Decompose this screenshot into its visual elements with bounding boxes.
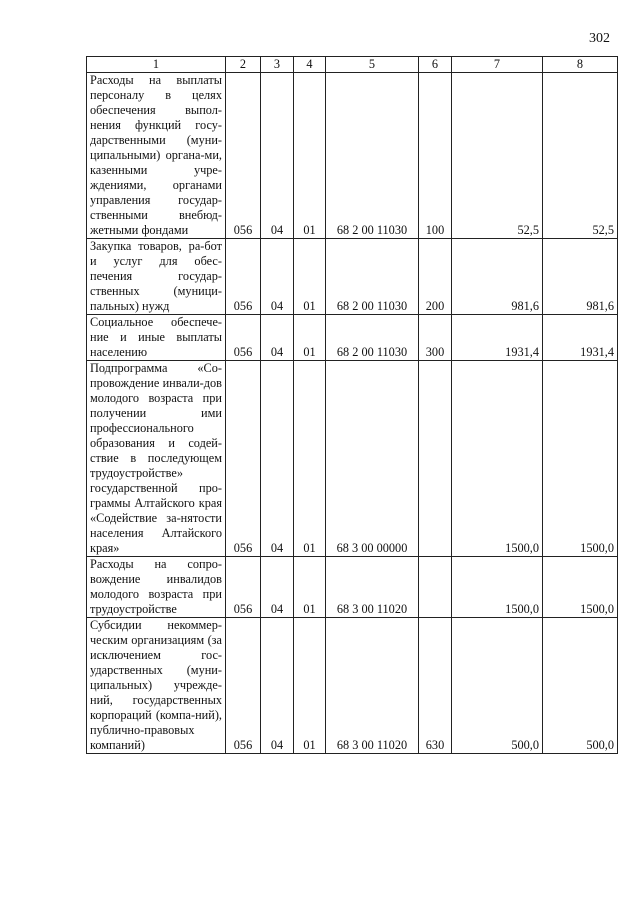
- amount-total-cell: 1931,4: [543, 315, 618, 361]
- subsection-cell: 01: [294, 361, 326, 557]
- section-cell: 04: [261, 618, 294, 754]
- code-cell: 056: [226, 315, 261, 361]
- amount-cell: 500,0: [452, 618, 543, 754]
- expense-name-cell: Расходы на сопро-вождение инвалидов молодого возраста при трудоустройстве: [87, 557, 226, 618]
- expense-type-cell: 630: [419, 618, 452, 754]
- target-article-cell: 68 3 00 11020: [326, 557, 419, 618]
- header-cell: 7: [452, 57, 543, 73]
- table-header-row: [87, 57, 618, 73]
- table-row: [87, 557, 618, 618]
- header-cell: 5: [326, 57, 419, 73]
- section-cell: 04: [261, 361, 294, 557]
- amount-cell: 1500,0: [452, 361, 543, 557]
- table-row: [87, 618, 618, 754]
- subsection-cell: 01: [294, 315, 326, 361]
- header-cell: 2: [226, 57, 261, 73]
- table-row: [87, 361, 618, 557]
- header-cell: 1: [87, 57, 226, 73]
- header-cell: 3: [261, 57, 294, 73]
- code-cell: 056: [226, 361, 261, 557]
- target-article-cell: 68 3 00 00000: [326, 361, 419, 557]
- expense-type-cell: 100: [419, 73, 452, 239]
- section-cell: 04: [261, 239, 294, 315]
- expense-name-cell: Закупка товаров, ра-бот и услуг для обес-печения государ-ственных (муници-пальных) нужд: [87, 239, 226, 315]
- amount-total-cell: 500,0: [543, 618, 618, 754]
- target-article-cell: 68 3 00 11020: [326, 618, 419, 754]
- target-article-cell: 68 2 00 11030: [326, 315, 419, 361]
- amount-total-cell: 981,6: [543, 239, 618, 315]
- expense-name-cell: Подпрограмма «Со-провождение инвали-дов молодого возраста при получении ими профессионального образования и содей-ствие в последующем трудоустройстве» государственной про-граммы Алтайского края «Содействие за-нятости населения Алтайского края»: [87, 361, 226, 557]
- amount-total-cell: 1500,0: [543, 361, 618, 557]
- table-row: [87, 315, 618, 361]
- amount-total-cell: 52,5: [543, 73, 618, 239]
- amount-cell: 981,6: [452, 239, 543, 315]
- expense-name-cell: Расходы на выплаты персоналу в целях обеспечения выпол-нения функций госу-дарственными (муни-ципальными) органа-ми, казенными учре-ждениями, органами управления государ-ственными внебюд-жетными фондами: [87, 73, 226, 239]
- code-cell: 056: [226, 557, 261, 618]
- expense-type-cell: 200: [419, 239, 452, 315]
- table-row: [87, 239, 618, 315]
- code-cell: 056: [226, 73, 261, 239]
- amount-cell: 1931,4: [452, 315, 543, 361]
- subsection-cell: 01: [294, 239, 326, 315]
- subsection-cell: 01: [294, 73, 326, 239]
- subsection-cell: 01: [294, 618, 326, 754]
- expense-type-cell: 300: [419, 315, 452, 361]
- code-cell: 056: [226, 618, 261, 754]
- expense-type-cell: [419, 557, 452, 618]
- expense-name-cell: Субсидии некоммер-ческим организациям (за исключением гос-ударственных (муни-ципальных) учрежде-ний, государственных корпораций (компа-ний), публично-правовых компаний): [87, 618, 226, 754]
- section-cell: 04: [261, 557, 294, 618]
- amount-cell: 1500,0: [452, 557, 543, 618]
- header-cell: 6: [419, 57, 452, 73]
- header-cell: 4: [294, 57, 326, 73]
- expense-type-cell: [419, 361, 452, 557]
- budget-table: [86, 56, 618, 754]
- table-row: [87, 73, 618, 239]
- amount-total-cell: 1500,0: [543, 557, 618, 618]
- page-number: 302: [589, 31, 610, 46]
- amount-cell: 52,5: [452, 73, 543, 239]
- header-cell: 8: [543, 57, 618, 73]
- target-article-cell: 68 2 00 11030: [326, 239, 419, 315]
- target-article-cell: 68 2 00 11030: [326, 73, 419, 239]
- expense-name-cell: Социальное обеспече-ние и иные выплаты населению: [87, 315, 226, 361]
- subsection-cell: 01: [294, 557, 326, 618]
- section-cell: 04: [261, 73, 294, 239]
- code-cell: 056: [226, 239, 261, 315]
- section-cell: 04: [261, 315, 294, 361]
